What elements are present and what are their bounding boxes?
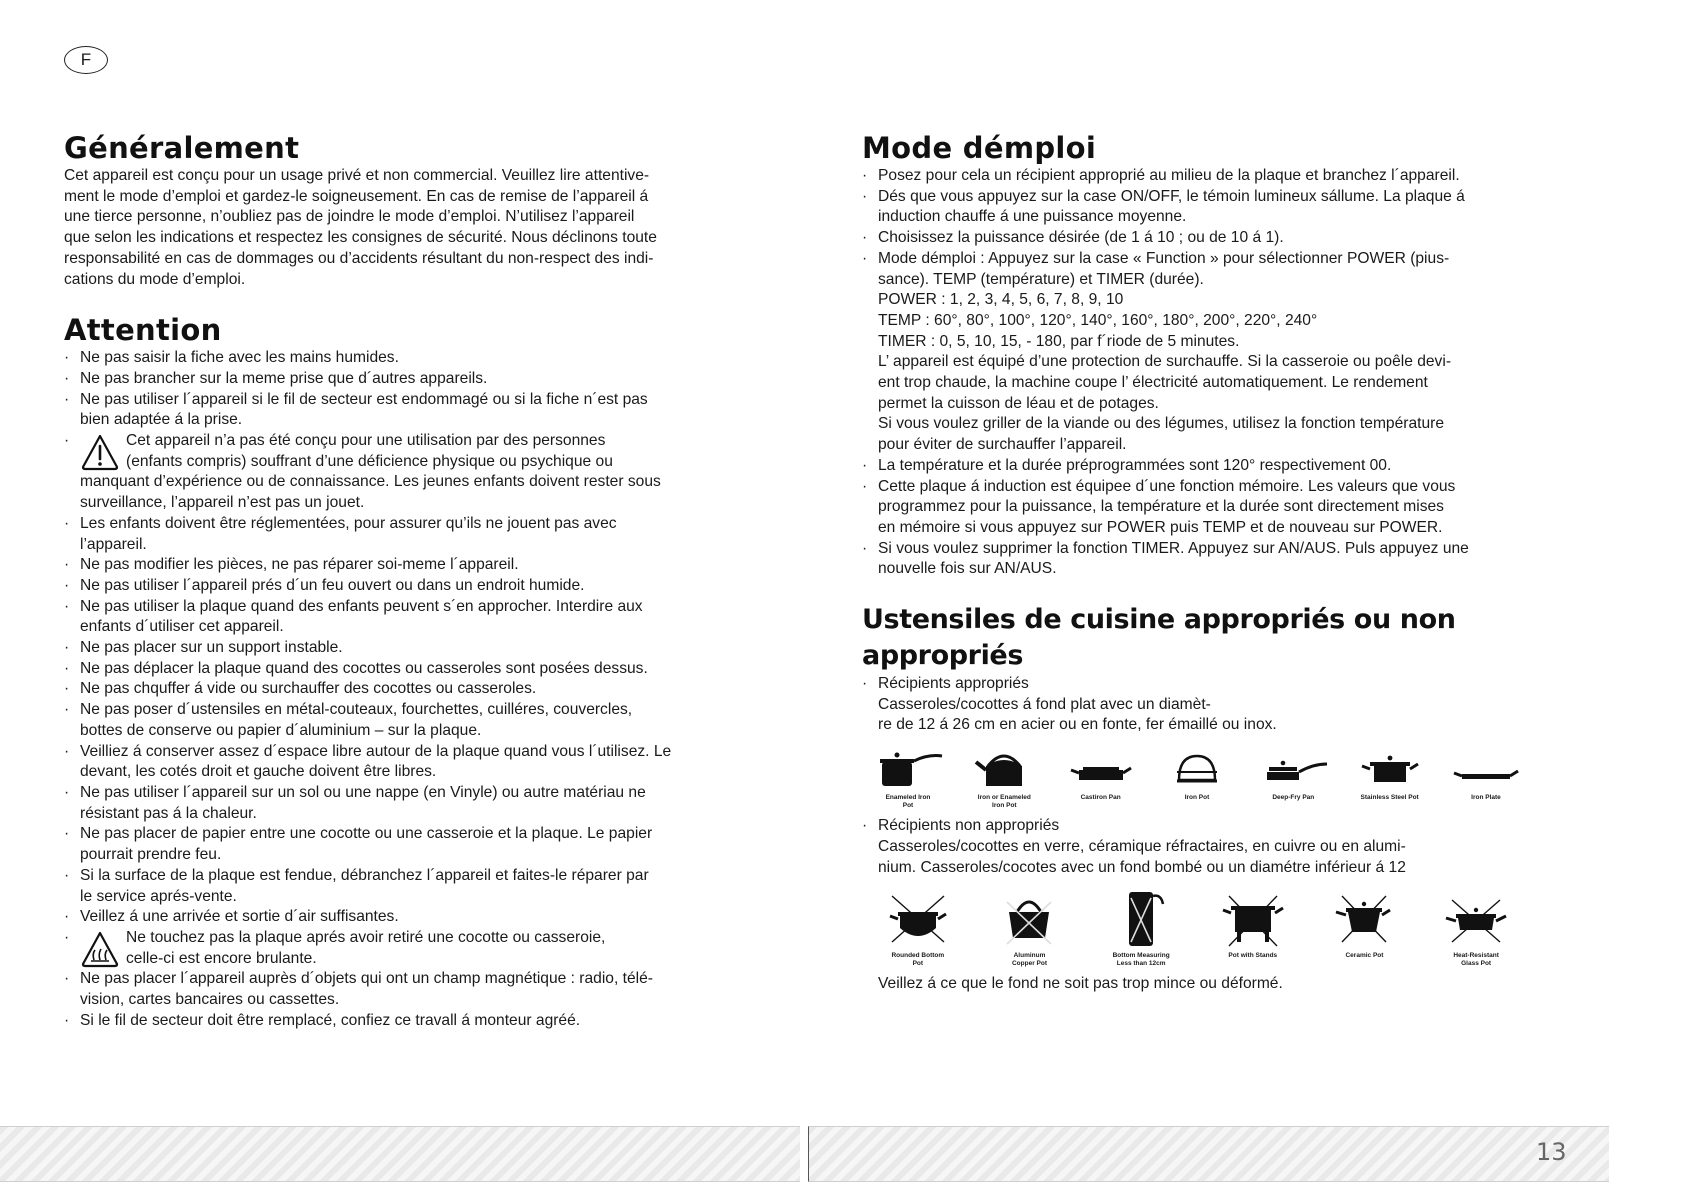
list-item: · Ne pas placer de papier entre une cocotte ou une casseroie et la plaque. Le papier pourrait prendre feu.: [64, 824, 754, 865]
list-item: · Récipients appropriés Casseroles/cocottes á fond plat avec un diamèt- re de 12 á 26 cm en acier ou en fonte, fer émaillé ou inox.: [862, 674, 1552, 736]
mode-list: [862, 166, 1552, 580]
list-item: · Cette plaque á induction est équipee d´une fonction mémoire. Les valeurs que vous programmez pour la puissance, la température et la durée sont directement mises en mémoire si vous appuyez sur POWER puis TEMP et de nouveau sur POWER.: [862, 477, 1552, 539]
section-title-general: Généralement: [64, 131, 300, 165]
footer-strip-right: [808, 1126, 1609, 1182]
list-item: · Ne pas placer sur un support instable.: [64, 638, 754, 659]
language-badge: F: [64, 46, 108, 74]
suitable-utensil: Iron Pot: [1151, 746, 1243, 810]
suitable-utensil: Enameled Iron Pot: [862, 746, 954, 810]
warning-item-hot-surface: · Ne touchez pas la plaque aprés avoir retiré une cocotte ou casseroie, celle-ci est encore brulante.: [64, 928, 754, 969]
right-column: [862, 130, 1552, 995]
iron-kettle-icon: [964, 746, 1044, 790]
list-item: · Posez pour cela un récipient approprié au milieu de la plaque et branchez l´appareil.: [862, 166, 1552, 187]
suitable-list: [862, 674, 1552, 736]
attention-list: [64, 348, 754, 1031]
section-title-utensils: Ustensiles de cuisine appropriés ou non appropriés: [862, 604, 1456, 672]
list-item: · Ne pas utiliser l´appareil sur un sol ou une nappe (en Vinyle) ou autre matériau ne résistant pas á la chaleur.: [64, 783, 754, 824]
list-item: · La température et la durée préprogrammées sont 120° respectivement 00.: [862, 456, 1552, 477]
suitable-utensil: Iron or Enameled Iron Pot: [958, 746, 1050, 810]
list-item: · Si la surface de la plaque est fendue, débranchez l´appareil et faites-le réparer par le service aprés-vente.: [64, 866, 754, 907]
general-paragraph: Cet appareil est conçu pour un usage privé et non commercial. Veuillez lire attentive- ment le mode d’emploi et gardez-le soigneusement. En cas de remise de l’appareil á une tierce personne, n’oubliez pas de joindre le mode d’emploi. N’utilisez l’appareil que selon les indications et respectez les consignes de sécurité. Nous déclinons toute responsabilité en cas de dommages ou d’accidents résultant du non-respect des indi- cations du mode d’emploi.: [64, 167, 657, 288]
list-item: · Ne pas utiliser l´appareil prés d´un feu ouvert ou dans un endroit humide.: [64, 576, 754, 597]
unsuitable-utensils-row: [862, 888, 1532, 968]
glass-pot-crossed-icon: [1436, 888, 1516, 948]
unsuitable-utensil: Aluminum Copper Pot: [983, 888, 1075, 968]
deep-fry-pan-icon: [1253, 746, 1333, 790]
list-item: · Les enfants doivent être réglementées, pour assurer qu’ils ne jouent pas avec l’appareil.: [64, 514, 754, 555]
bottom-note: Veillez á ce que le fond ne soit pas trop mince ou déformé.: [878, 975, 1283, 993]
unsuitable-utensil: Bottom Measuring Less than 12cm: [1095, 888, 1187, 968]
suitable-utensils-row: [862, 746, 1532, 810]
list-item: · Ne pas utiliser l´appareil si le fil de secteur est endommagé ou si la fiche n´est pas bien adaptée á la prise.: [64, 390, 754, 431]
warning-triangle-icon: [80, 433, 120, 471]
iron-pot-icon: [1157, 746, 1237, 790]
hot-surface-warning-icon: [80, 930, 120, 968]
rounded-bottom-pot-crossed-icon: [878, 888, 958, 948]
ceramic-pot-crossed-icon: [1324, 888, 1404, 948]
left-column: [64, 130, 754, 1031]
unsuitable-list: [862, 816, 1552, 878]
stainless-steel-pot-icon: [1350, 746, 1430, 790]
suitable-utensil: Iron Plate: [1440, 746, 1532, 810]
list-item: · Ne pas utiliser la plaque quand des enfants peuvent s´en approcher. Interdire aux enfants d´utiliser cet appareil.: [64, 597, 754, 638]
unsuitable-utensil: Pot with Stands: [1207, 888, 1299, 968]
footer-strip-left: [0, 1126, 800, 1182]
page-number: 13: [1536, 1138, 1567, 1166]
suitable-utensil: Deep-Fry Pan: [1247, 746, 1339, 810]
warning-item-persons: · Cet appareil n’a pas été conçu pour une utilisation par des personnes (enfants compris) souffrant d’une déficience physique ou psychique ou manquant d’expérience ou de connaissance. Les jeunes enfants doivent rester sous surveillance, l’appareil n’est pas un jouet.: [64, 431, 754, 514]
narrow-bottom-pot-crossed-icon: [1101, 888, 1181, 948]
unsuitable-utensil: Ceramic Pot: [1318, 888, 1410, 968]
list-item: · Veilliez á conserver assez d´espace libre autour de la plaque quand vous l´utilisez. Le devant, les cotés droit et gauche doivent être libres.: [64, 742, 754, 783]
list-item: · Veillez á une arrivée et sortie d´air suffisantes.: [64, 907, 754, 928]
enameled-iron-pot-icon: [868, 746, 948, 790]
list-item: · Dés que vous appuyez sur la case ON/OFF, le témoin lumineux sállume. La plaque á induction chauffe á une puissance moyenne.: [862, 187, 1552, 228]
suitable-utensil: Stainless Steel Pot: [1344, 746, 1436, 810]
section-title-attention: Attention: [64, 313, 222, 348]
list-item: · Choisissez la puissance désirée (de 1 á 10 ; ou de 10 á 1).: [862, 228, 1552, 249]
list-item: · Si le fil de secteur doit être remplacé, confiez ce travall á monteur agréé.: [64, 1011, 754, 1032]
section-title-mode: Mode démploi: [862, 131, 1097, 165]
list-item: · Ne pas déplacer la plaque quand des cocottes ou casseroles sont posées dessus.: [64, 659, 754, 680]
list-item: · Ne pas saisir la fiche avec les mains humides.: [64, 348, 754, 369]
list-item: · Ne pas modifier les pièces, ne pas réparer soi-meme l´appareil.: [64, 555, 754, 576]
pot-with-stands-crossed-icon: [1213, 888, 1293, 948]
list-item: · Mode démploi : Appuyez sur la case « Function » pour sélectionner POWER (pius- sance). TEMP (température) et TIMER (durée). POWER : 1, 2, 3, 4, 5, 6, 7, 8, 9, 10 TEMP : 60°, 80°, 100°, 120°, 140°, 160°, 180°, 200°, 220°, 240° TIMER : 0, 5, 10, 15, - 180, par f´riode de 5 minutes. L’ appareil est équipé d’une protection de surchauffe. Si la casseroie ou poêle devi- ent trop chaude, la machine coupe l’ électricité automatiquement. Le rendement permet la cuisson de léau et de potages. Si vous voulez griller de la viande ou des légumes, utilisez la fonction température pour éviter de surchauffer l’appareil.: [862, 249, 1552, 456]
castiron-pan-icon: [1061, 746, 1141, 790]
iron-plate-icon: [1446, 746, 1526, 790]
aluminum-copper-pot-crossed-icon: [989, 888, 1069, 948]
list-item: · Ne pas brancher sur la meme prise que d´autres appareils.: [64, 369, 754, 390]
list-item: · Si vous voulez supprimer la fonction TIMER. Appuyez sur AN/AUS. Puls appuyez une nouvelle fois sur AN/AUS.: [862, 539, 1552, 580]
list-item: · Ne pas poser d´ustensiles en métal-couteaux, fourchettes, cuilléres, couvercles, bottes de conserve ou papier d´aluminium – sur la plaque.: [64, 700, 754, 741]
suitable-utensil: Castiron Pan: [1055, 746, 1147, 810]
list-item: · Ne pas placer l´appareil auprès d´objets qui ont un champ magnétique : radio, télé- vision, cartes bancaires ou cassettes.: [64, 969, 754, 1010]
list-item: · Récipients non appropriés Casseroles/cocottes en verre, céramique réfractaires, en cuivre ou en alumi- nium. Casseroles/cocotes avec un fond bombé ou un diamétre inférieur á 12: [862, 816, 1552, 878]
unsuitable-utensil: Heat-Resistant Glass Pot: [1430, 888, 1522, 968]
unsuitable-utensil: Rounded Bottom Pot: [872, 888, 964, 968]
list-item: · Ne pas chquffer á vide ou surchauffer des cocottes ou casseroles.: [64, 679, 754, 700]
